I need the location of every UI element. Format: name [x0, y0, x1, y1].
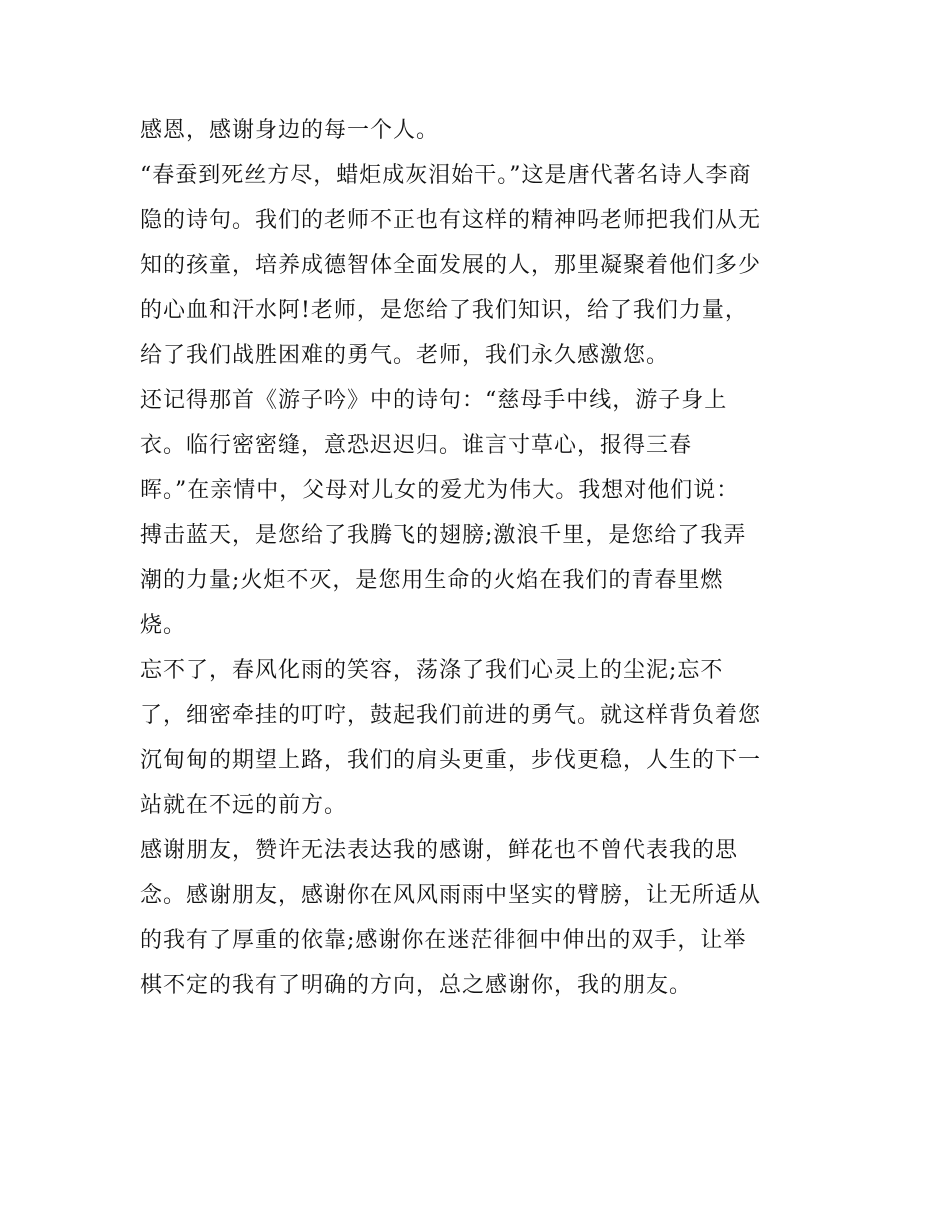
- text-line: 站就在不远的前方。: [140, 793, 348, 818]
- text-line: 知的孩童，培养成德智体全面发展的人，那里凝聚着他们多少: [140, 253, 762, 278]
- text-line: 念。感谢朋友，感谢你在风风雨雨中坚实的臂膀，让无所适从: [140, 883, 762, 908]
- text-line: 棋不定的我有了明确的方向，总之感谢你，我的朋友。: [140, 973, 693, 998]
- text-line: 晖。”在亲情中，父母对儿女的爱尤为伟大。我想对他们说：: [140, 478, 740, 503]
- text-line: 感谢朋友，赞许无法表达我的感谢，鲜花也不曾代表我的思: [140, 838, 739, 863]
- text-line: 的心血和汗水阿!老师，是您给了我们知识，给了我们力量，: [140, 298, 748, 323]
- text-line: 给了我们战胜困难的勇气。老师，我们永久感激您。: [140, 343, 670, 368]
- text-line: 衣。临行密密缝，意恐迟迟归。谁言寸草心，报得三春: [140, 433, 693, 458]
- text-line: 搏击蓝天，是您给了我腾飞的翅膀;激浪千里，是您给了我弄: [140, 523, 747, 548]
- text-line: 忘不了，春风化雨的笑容，荡涤了我们心灵上的尘泥;忘不: [140, 658, 724, 683]
- text-line: 还记得那首《游子吟》中的诗句：“慈母手中线，游子身上: [140, 388, 728, 413]
- text-line: 潮的力量;火炬不灭，是您用生命的火焰在我们的青春里燃: [140, 568, 724, 593]
- text-line: “春蚕到死丝方尽，蜡炬成灰泪始干。”这是唐代著名诗人李商: [140, 163, 752, 188]
- text-line: 烧。: [140, 613, 187, 638]
- text-line: 隐的诗句。我们的老师不正也有这样的精神吗老师把我们从无: [140, 208, 762, 233]
- text-line: 了，细密牵挂的叮咛，鼓起我们前进的勇气。就这样背负着您: [140, 703, 762, 728]
- text-line: 沉甸甸的期望上路，我们的肩头更重，步伐更稳，人生的下一: [140, 748, 762, 773]
- text-line: 感恩，感谢身边的每一个人。: [140, 118, 440, 143]
- text-line: 的我有了厚重的依靠;感谢你在迷茫徘徊中伸出的双手，让举: [140, 928, 747, 953]
